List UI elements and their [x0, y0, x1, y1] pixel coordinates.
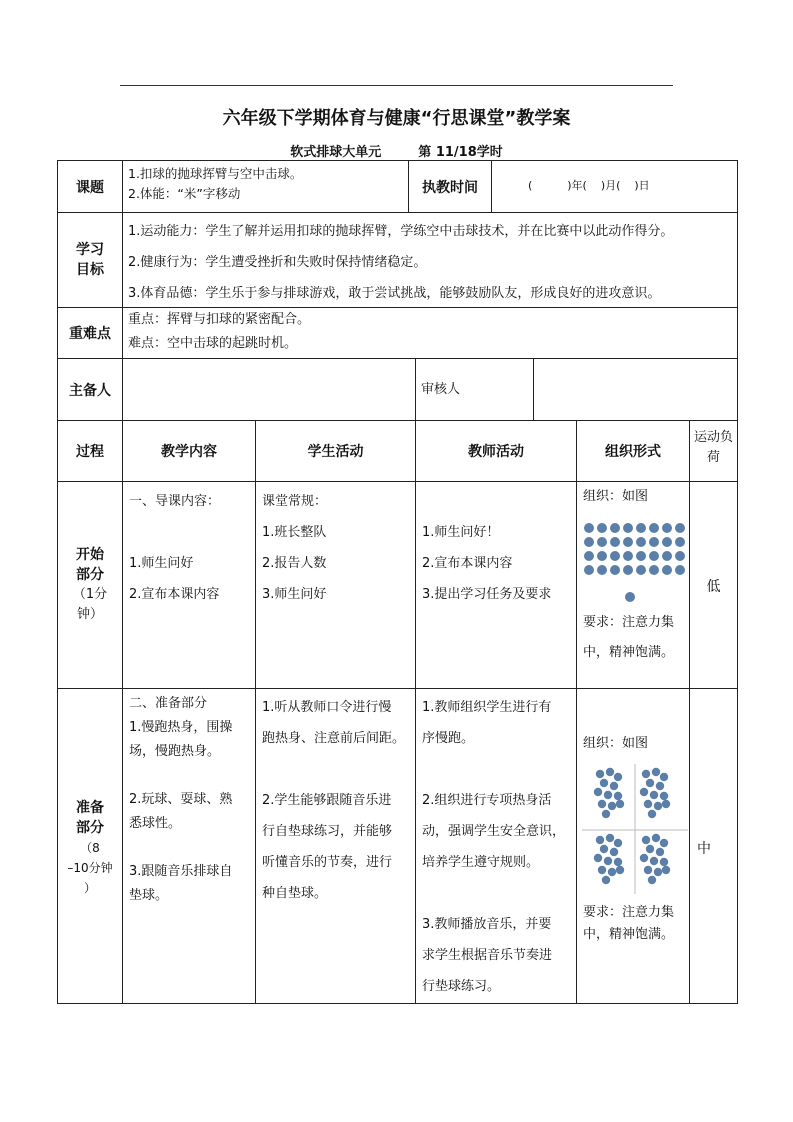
- student-dot: [650, 791, 658, 799]
- student-dot: [623, 523, 633, 533]
- student-dot: [662, 523, 672, 533]
- student-dot: [636, 551, 646, 561]
- student-dot: [625, 592, 635, 602]
- student-dot: [610, 537, 620, 547]
- page-subtitle: [0, 141, 793, 160]
- header-organization: 组织形式: [605, 444, 661, 460]
- student-dot: [600, 845, 608, 853]
- student-dot: [623, 537, 633, 547]
- reviewer-label: 审核人: [421, 382, 461, 397]
- student-dot: [656, 782, 664, 790]
- student-dot: [606, 768, 614, 776]
- student-dot: [584, 551, 594, 561]
- phase-start-org-caption: 组织：如图: [583, 489, 649, 504]
- student-dot: [675, 565, 685, 575]
- student-dot: [654, 868, 662, 876]
- student-dot: [584, 537, 594, 547]
- phase-start-load: 低: [706, 579, 721, 595]
- student-dot: [598, 866, 606, 874]
- student-dot: [662, 866, 670, 874]
- student-dot: [675, 551, 685, 561]
- student-dot: [675, 537, 685, 547]
- student-dot: [652, 768, 660, 776]
- key-point: 重点：挥臂与扣球的紧密配合。: [128, 312, 311, 327]
- phase-start-org-requirement: 要求：注意力集 中，精神饱满。: [583, 615, 675, 660]
- student-dot: [604, 857, 612, 865]
- topic-line: 1.扣球的抛球挥臂与空中击球。: [128, 166, 303, 181]
- time-label: 执教时间: [422, 179, 478, 196]
- student-dot: [662, 800, 670, 808]
- phase-prep-load: 中: [697, 841, 711, 857]
- student-dot: [660, 839, 668, 847]
- student-dot: [656, 848, 664, 856]
- formation-quadrants-diagram: [582, 764, 688, 894]
- student-dot: [646, 779, 654, 787]
- student-dot: [614, 792, 622, 800]
- phase-start-label: 开始 部分 （1分 钟）: [72, 547, 108, 622]
- preparer-label: 主备人: [69, 382, 111, 399]
- student-dot: [636, 565, 646, 575]
- student-dot: [640, 854, 648, 862]
- student-dot: [650, 857, 658, 865]
- header-teacher: 教师活动: [468, 444, 524, 460]
- student-dot: [636, 523, 646, 533]
- header-rule: [120, 85, 673, 86]
- student-dot: [597, 537, 607, 547]
- student-dot: [623, 551, 633, 561]
- phase-start-student: 课堂常规： 1.班长整队 2.报告人数 3.师生问好: [262, 494, 328, 602]
- student-dot: [606, 834, 614, 842]
- student-dot: [594, 854, 602, 862]
- student-dot: [660, 792, 668, 800]
- page-title: 六年级下学期体育与健康“行思课堂”教学案: [222, 108, 571, 129]
- goals-list: [128, 216, 735, 309]
- goal-item: 3.体育品德：学生乐于参与排球游戏，敢于尝试挑战，能够鼓励队友，形成良好的进攻意识。: [128, 286, 661, 301]
- student-dot: [648, 876, 656, 884]
- student-dot: [610, 565, 620, 575]
- student-dot: [614, 858, 622, 866]
- student-dot: [608, 802, 616, 810]
- student-dot: [649, 565, 659, 575]
- unit-name: 软式排球大单元: [290, 145, 382, 160]
- student-dot: [610, 523, 620, 533]
- student-dot: [649, 551, 659, 561]
- lesson-number: 第 11/18学时: [418, 145, 503, 160]
- student-dot: [662, 551, 672, 561]
- student-dot: [602, 810, 610, 818]
- student-dot: [623, 565, 633, 575]
- phase-start-teacher: 1.师生问好！ 2.宣布本课内容 3.提出学习任务及要求: [422, 525, 552, 602]
- student-dot: [616, 866, 624, 874]
- student-dot: [596, 836, 604, 844]
- formation-grid-diagram: [580, 518, 688, 606]
- goals-label: 学习 目标: [76, 242, 104, 278]
- student-dot: [660, 773, 668, 781]
- student-dot: [642, 836, 650, 844]
- goal-item: 2.健康行为：学生遭受挫折和失败时保持情绪稳定。: [128, 255, 427, 270]
- phase-prep-org-requirement: 要求：注意力集 中，精神饱满。: [583, 905, 675, 942]
- student-dot: [652, 834, 660, 842]
- student-dot: [597, 523, 607, 533]
- student-dot: [660, 858, 668, 866]
- student-dot: [597, 565, 607, 575]
- student-dot: [596, 770, 604, 778]
- phase-prep-content: 二、准备部分 1.慢跑热身，围操 场，慢跑热身。 2.玩球、耍球、熟 悉球性。 3.跟随音乐排球自 垫球。: [129, 696, 233, 903]
- student-dot: [602, 876, 610, 884]
- topic-content: [128, 164, 404, 204]
- student-dot: [604, 791, 612, 799]
- topic-label: 课题: [76, 179, 104, 196]
- student-dot: [649, 523, 659, 533]
- student-dot: [662, 565, 672, 575]
- header-load: 运动负荷: [693, 430, 733, 465]
- student-dot: [649, 537, 659, 547]
- header-student: 学生活动: [307, 444, 364, 460]
- student-dot: [610, 782, 618, 790]
- key-label: 重难点: [69, 326, 111, 342]
- topic-line: 2.体能：“米”字移动: [128, 186, 241, 201]
- header-process: 过程: [76, 444, 104, 460]
- student-dot: [662, 537, 672, 547]
- phase-prep-teacher: 1.教师组织学生进行有 序慢跑。 2.组织进行专项热身活 动，强调学生安全意识， 培养学生遵守规则。 3.教师播放音乐，并要 求学生根据音乐节奏进 行垫球练习。: [422, 700, 566, 994]
- student-dot: [610, 551, 620, 561]
- student-dot: [646, 845, 654, 853]
- phase-start-content: 一、导课内容： 1.师生问好 2.宣布本课内容: [129, 494, 221, 602]
- phase-prep-org-caption: 组织：如图: [583, 736, 649, 751]
- student-dot: [598, 800, 606, 808]
- goal-item: 1.运动能力：学生了解并运用扣球的抛球挥臂，学练空中击球技术，并在比赛中以此动作得分。: [128, 224, 674, 239]
- student-dot: [610, 848, 618, 856]
- key-points: [128, 308, 728, 356]
- student-dot: [608, 868, 616, 876]
- student-dot: [616, 800, 624, 808]
- student-dot: [644, 800, 652, 808]
- header-content: 教学内容: [161, 444, 217, 460]
- student-dot: [648, 810, 656, 818]
- phase-prep-label: 准备 部分 （8 –10分钟 ）: [67, 800, 113, 895]
- student-dot: [584, 523, 594, 533]
- time-value: ( )年( )月( )日: [528, 179, 650, 192]
- student-dot: [614, 773, 622, 781]
- key-point: 难点：空中击球的起跳时机。: [128, 336, 298, 351]
- student-dot: [614, 839, 622, 847]
- student-dot: [600, 779, 608, 787]
- student-dot: [597, 551, 607, 561]
- student-dot: [640, 788, 648, 796]
- student-dot: [636, 537, 646, 547]
- student-dot: [675, 523, 685, 533]
- student-dot: [654, 802, 662, 810]
- phase-prep-student: 1.听从教师口令进行慢 跑热身、注意前后间距。 2.学生能够跟随音乐进 行自垫球练习，并能够 听懂音乐的节奏，进行 种自垫球。: [262, 700, 406, 901]
- student-dot: [594, 788, 602, 796]
- student-dot: [642, 770, 650, 778]
- student-dot: [584, 565, 594, 575]
- student-dot: [644, 866, 652, 874]
